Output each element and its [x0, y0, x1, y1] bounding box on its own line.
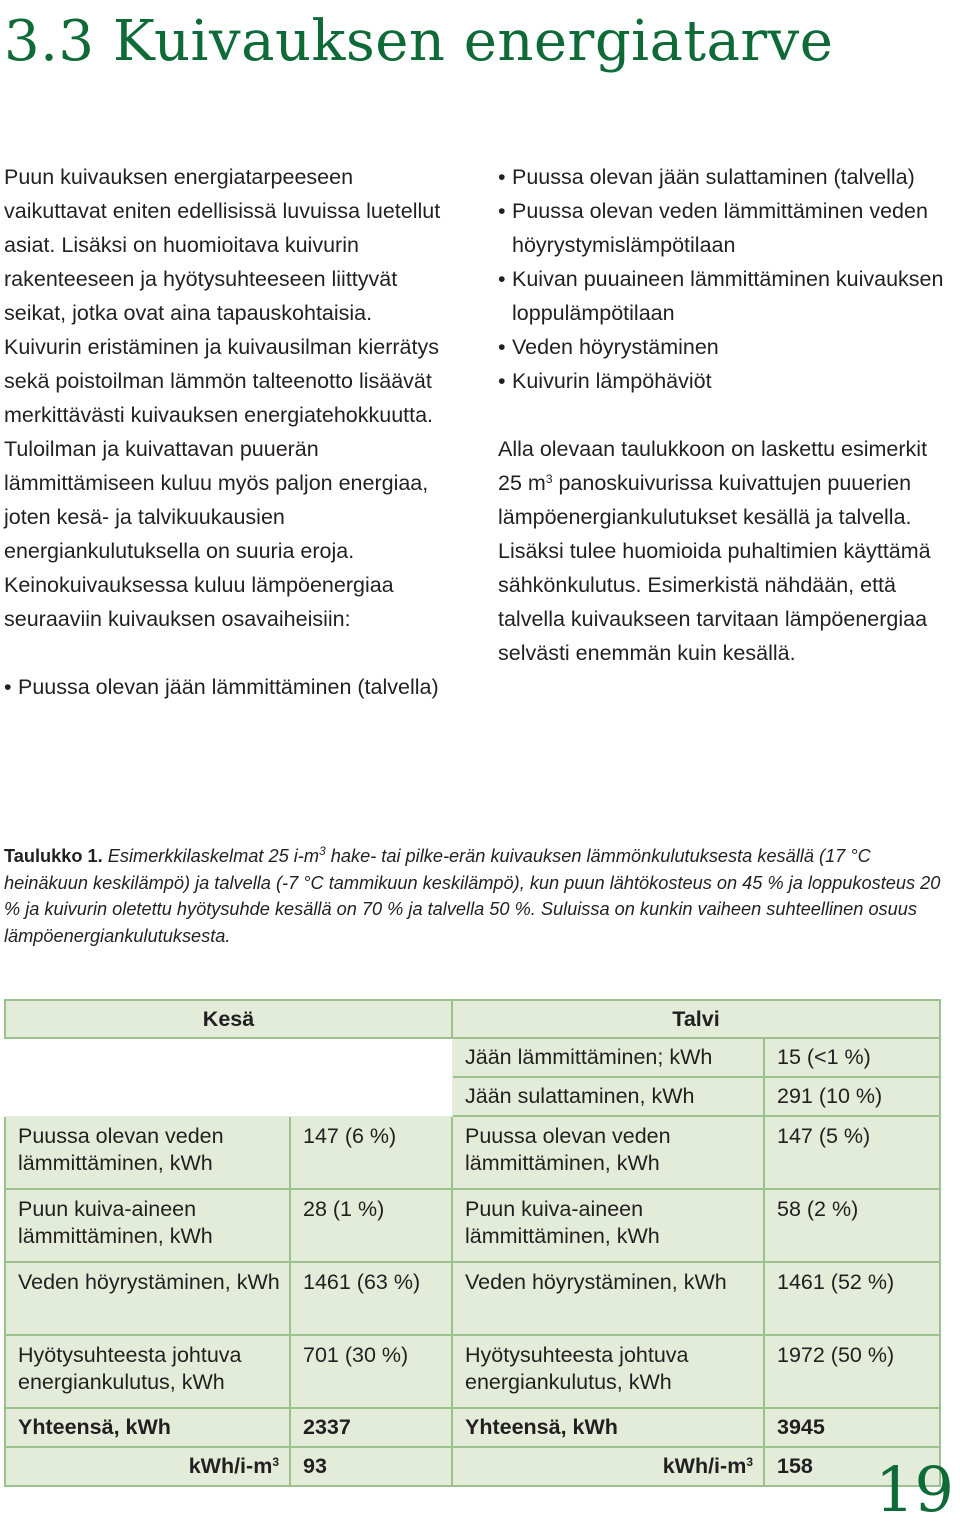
winter-label-cell: Jään lämmittäminen; kWh — [452, 1038, 764, 1077]
paragraph-text: panoskuivurissa kuivattujen puuerien lämpöenergiankulutukset kesällä ja talvella. Lisäksi tulee huomioida puhaltimien käyttämä sähkönkulutus. Esimerkistä nähdään, että talvella kuivaukseen tarvitaan lämpöenergiaa selvästi enemmän kuin kesällä. — [498, 471, 931, 665]
winter-value-cell: 1972 (50 %) — [764, 1335, 940, 1408]
table-caption — [4, 843, 944, 949]
superscript: 3 — [272, 1455, 279, 1469]
table-row — [5, 1116, 940, 1189]
winter-value-cell: 15 (<1 %) — [764, 1038, 940, 1077]
list-item: • Puussa olevan jään lämmittäminen (talvella) — [4, 670, 450, 704]
winter-value-cell: 1461 (52 %) — [764, 1262, 940, 1335]
table-row — [5, 1077, 940, 1116]
summer-label-cell: Veden höyrystäminen, kWh — [5, 1262, 290, 1335]
caption-text — [4, 846, 940, 946]
table-header-row — [5, 1000, 940, 1038]
table-per-m3-row — [5, 1447, 940, 1486]
energy-phase-list-right — [498, 160, 944, 398]
caption-label: Taulukko 1. — [4, 846, 103, 866]
summer-header: Kesä — [5, 1000, 452, 1038]
section-title: 3.3 Kuivauksen energiatarve — [4, 9, 834, 74]
superscript: 3 — [746, 1455, 753, 1469]
summer-total-value: 2337 — [290, 1408, 452, 1447]
list-item: • Kuivurin lämpöhäviöt — [498, 364, 944, 398]
per-m3-label-text: kWh/i-m — [662, 1454, 747, 1478]
winter-value-cell: 147 (5 %) — [764, 1116, 940, 1189]
right-text-column — [498, 160, 944, 670]
summer-label-cell: Puussa olevan veden lämmittäminen, kWh — [5, 1116, 290, 1189]
winter-label-cell: Puun kuiva-aineen lämmittäminen, kWh — [452, 1189, 764, 1262]
winter-value-cell: 291 (10 %) — [764, 1077, 940, 1116]
list-item: • Veden höyrystäminen — [498, 330, 944, 364]
table-total-row — [5, 1408, 940, 1447]
caption-text-part: hake- tai pilke-erän kuivauksen lämmönkulutuksesta kesällä (17 °C heinäkuun keskilämpö) ja talvella (-7 °C tammikuun keskilämpö), kun puun lähtökosteus on 45 % ja loppukosteus 20 % ja kuivurin oletettu hyötysuhde kesällä on 70 % ja talvella 50 %. Suluissa on kunkin vaiheen suhteellinen osuus lämpöenergiankulutuksesta. — [4, 846, 941, 946]
superscript: 3 — [319, 844, 326, 858]
summer-per-m3-label — [5, 1447, 290, 1486]
winter-total-value: 3945 — [764, 1408, 940, 1447]
winter-total-label: Yhteensä, kWh — [452, 1408, 764, 1447]
winter-label-cell: Veden höyrystäminen, kWh — [452, 1262, 764, 1335]
summer-value-cell: 701 (30 %) — [290, 1335, 452, 1408]
winter-header: Talvi — [452, 1000, 940, 1038]
paragraph-text: Alla olevaan taulukkoon on laskettu esimerkit 25 m — [498, 437, 928, 495]
winter-value-cell: 58 (2 %) — [764, 1189, 940, 1262]
summer-per-m3-value: 93 — [290, 1447, 452, 1486]
table-row — [5, 1038, 940, 1077]
per-m3-label-text: kWh/i-m — [188, 1454, 273, 1478]
table-row — [5, 1335, 940, 1408]
caption-text-part: Esimerkkilaskelmat 25 i-m — [102, 846, 319, 866]
summer-label-cell: Hyötysuhteesta johtuva energiankulutus, kWh — [5, 1335, 290, 1408]
winter-label-cell: Puussa olevan veden lämmittäminen, kWh — [452, 1116, 764, 1189]
left-text-column — [4, 160, 450, 704]
table-row — [5, 1189, 940, 1262]
summer-label-cell: Puun kuiva-aineen lämmittäminen, kWh — [5, 1189, 290, 1262]
list-item: • Puussa olevan veden lämmittäminen veden höyrystymislämpötilaan — [498, 194, 944, 262]
superscript: 3 — [545, 472, 553, 486]
intro-paragraph: Puun kuivauksen energiatarpeeseen vaikuttavat eniten edellisissä luvuissa luetellut asiat. Lisäksi on huomioitava kuivurin rakenteeseen ja hyötysuhteeseen liittyvät seikat, jotka ovat aina tapauskohtaisia. Kuivurin eristäminen ja kuivausilman kierrätys sekä poistoilman lämmön talteenotto lisäävät merkittävästi kuivauksen energiatehokkuutta. Tuloilman ja kuivattavan puuerän lämmittämiseen kuluu myös paljon energiaa, joten kesä- ja talvikuukausien energiankulutuksella on suuria eroja. Keinokuivauksessa kuluu lämpöenergiaa seuraaviin kuivauksen osavaiheisiin: — [4, 165, 441, 631]
table-intro-paragraph — [498, 432, 944, 670]
winter-label-cell: Hyötysuhteesta johtuva energiankulutus, kWh — [452, 1335, 764, 1408]
winter-label-cell: Jään sulattaminen, kWh — [452, 1077, 764, 1116]
page-number: 19 — [875, 1453, 954, 1526]
energy-phase-list-left — [4, 670, 450, 704]
list-item: • Puussa olevan jään sulattaminen (talvella) — [498, 160, 944, 194]
summer-value-cell: 28 (1 %) — [290, 1189, 452, 1262]
winter-per-m3-value: 158 — [764, 1447, 940, 1486]
summer-value-cell: 1461 (63 %) — [290, 1262, 452, 1335]
winter-per-m3-label — [452, 1447, 764, 1486]
summer-total-label: Yhteensä, kWh — [5, 1408, 290, 1447]
list-item: • Kuivan puuaineen lämmittäminen kuivauksen loppulämpötilaan — [498, 262, 944, 330]
table-row — [5, 1262, 940, 1335]
summer-value-cell: 147 (6 %) — [290, 1116, 452, 1189]
energy-consumption-table — [4, 999, 941, 1487]
